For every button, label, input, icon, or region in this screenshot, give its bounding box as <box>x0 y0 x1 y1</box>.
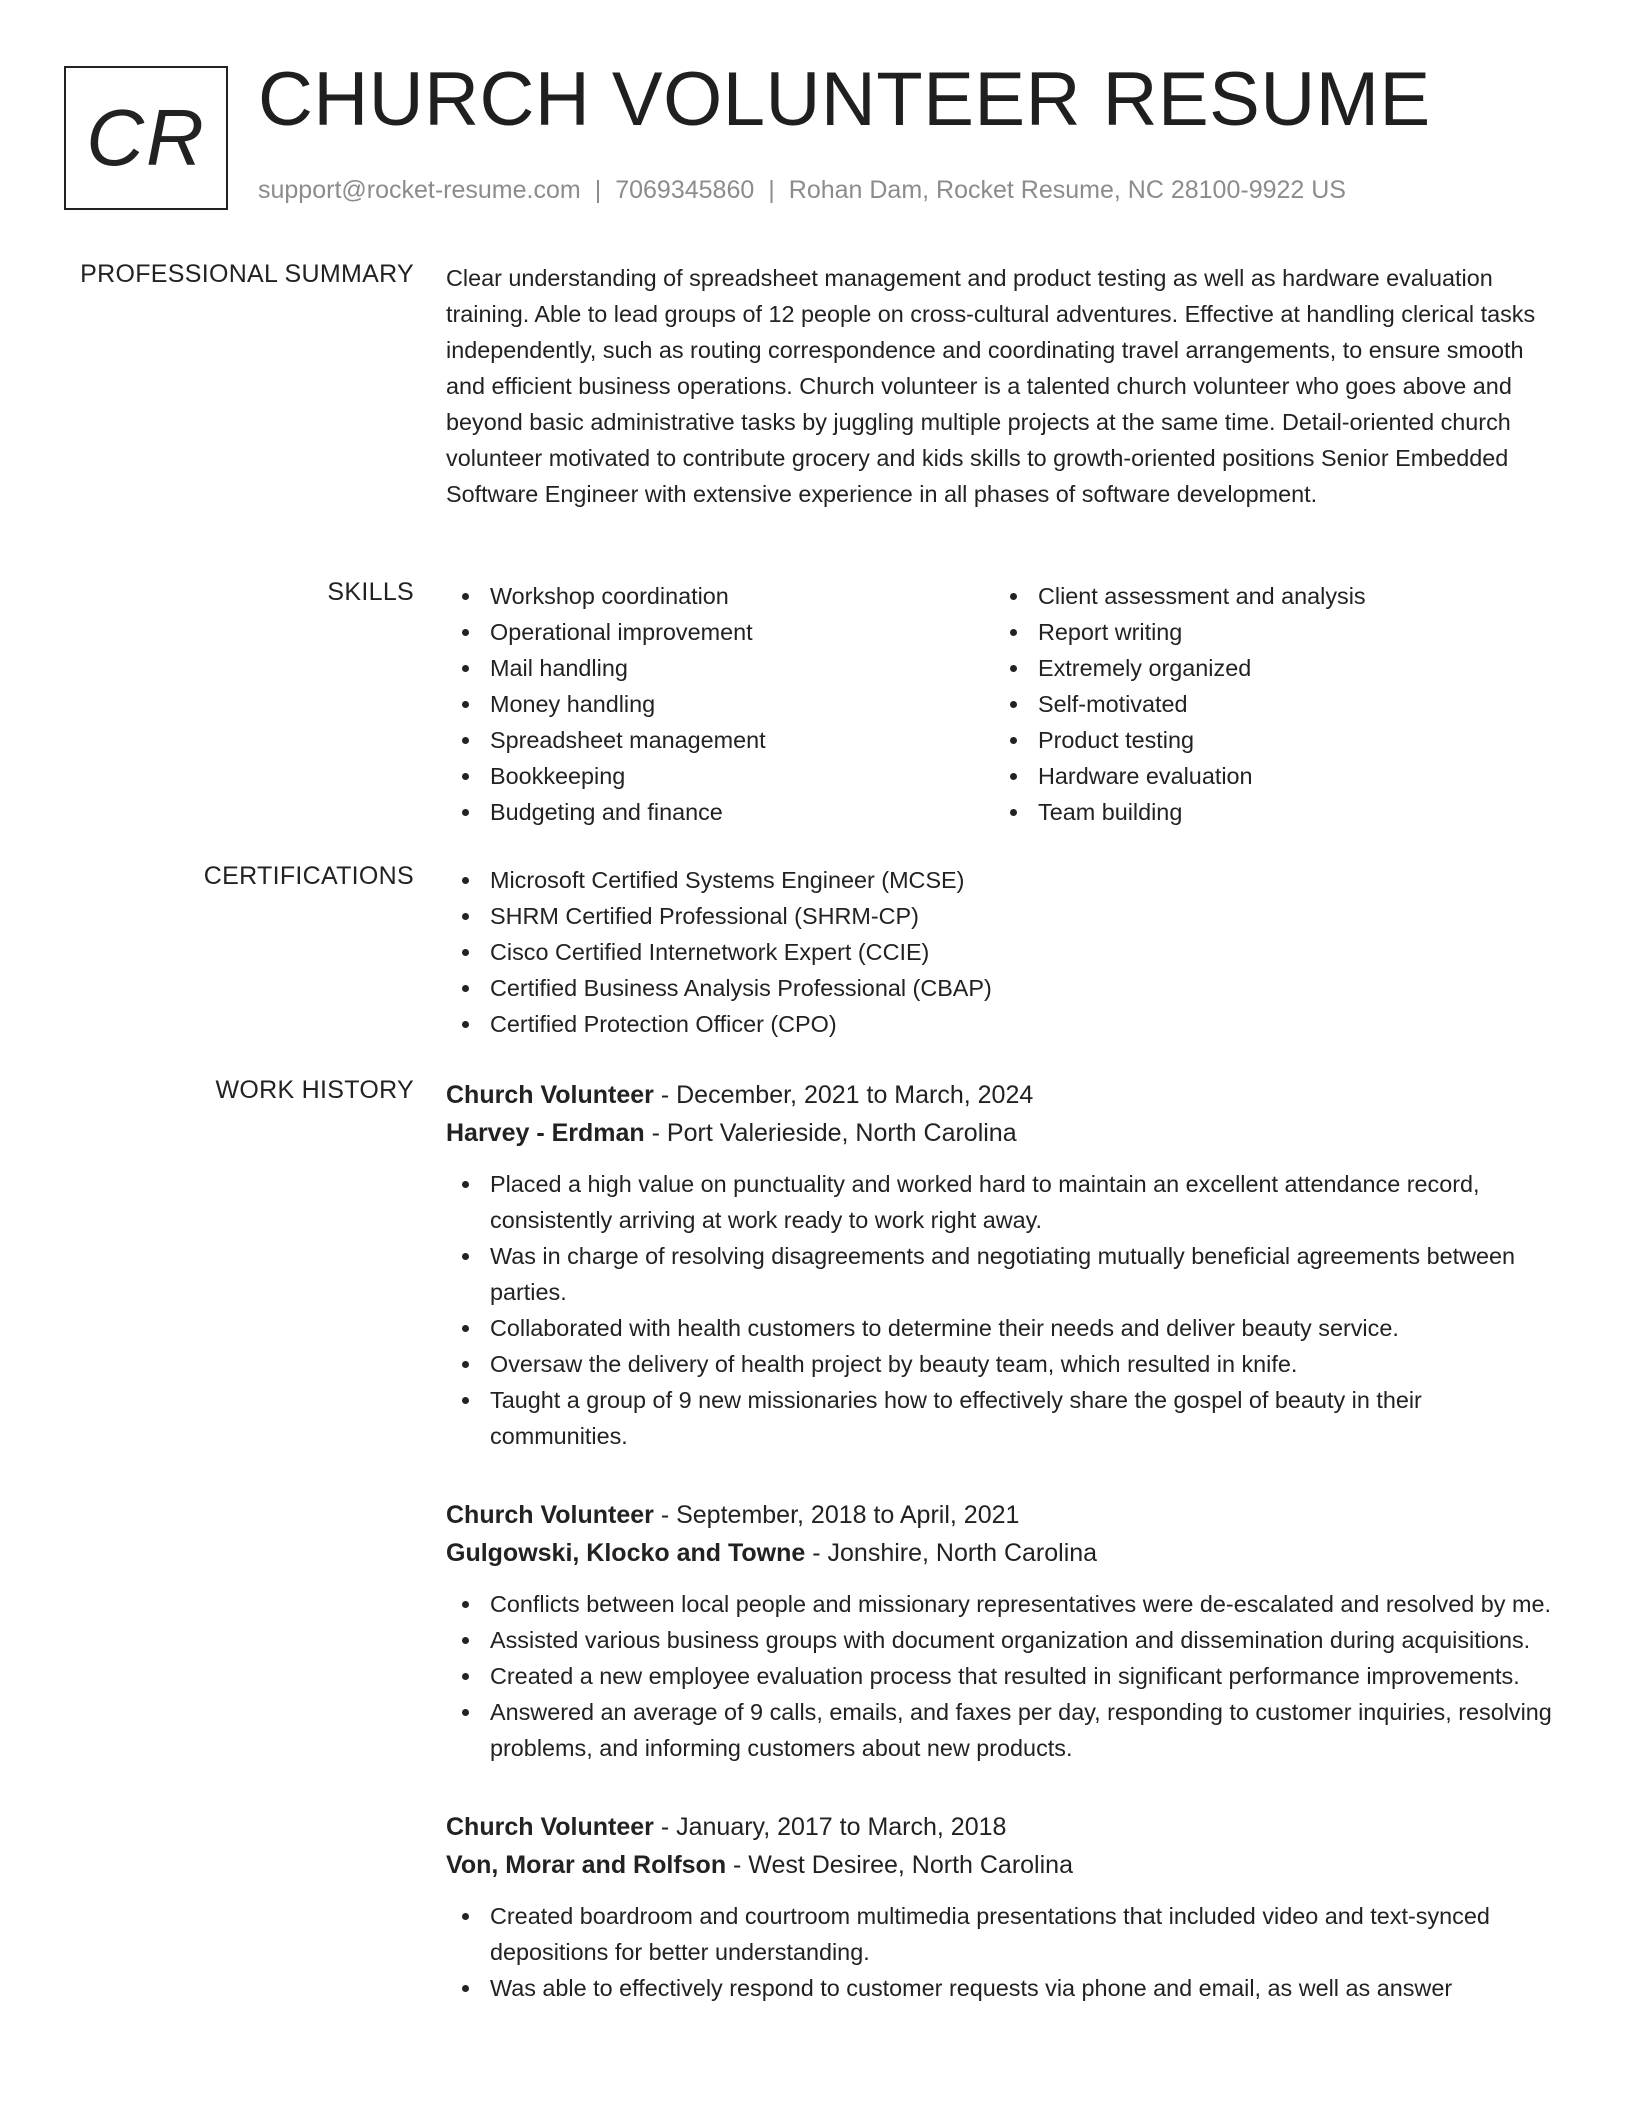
certification-item: Cisco Certified Internetwork Expert (CCIE) <box>446 934 1566 970</box>
job-entry <box>446 1076 1566 1454</box>
contact-phone[interactable]: 7069345860 <box>615 176 755 204</box>
job-title: Church Volunteer <box>446 1813 654 1841</box>
job-title: Church Volunteer <box>446 1081 654 1109</box>
job-company-line <box>446 1534 1566 1572</box>
skills-column-right <box>994 578 1542 830</box>
job-bullet: Oversaw the delivery of health project by beauty team, which resulted in knife. <box>446 1346 1566 1382</box>
job-location: - Jonshire, North Carolina <box>805 1539 1098 1567</box>
section-label-work-history: WORK HISTORY <box>215 1076 414 1104</box>
skill-item: Self-motivated <box>994 686 1542 722</box>
contact-separator: | <box>768 176 775 204</box>
job-entry <box>446 1496 1566 1766</box>
resume-title: CHURCH VOLUNTEER RESUME <box>258 57 1431 142</box>
skill-item: Extremely organized <box>994 650 1542 686</box>
skill-item: Spreadsheet management <box>446 722 994 758</box>
job-bullet: Taught a group of 9 new missionaries how to effectively share the gospel of beauty in their communities. <box>446 1382 1566 1454</box>
job-company-line <box>446 1114 1566 1152</box>
certification-item: Microsoft Certified Systems Engineer (MCSE) <box>446 862 1566 898</box>
job-bullet: Was able to effectively respond to customer requests via phone and email, as well as answer <box>446 1970 1566 2006</box>
job-title-line <box>446 1808 1566 1846</box>
skill-item: Product testing <box>994 722 1542 758</box>
job-title-line <box>446 1496 1566 1534</box>
skill-item: Hardware evaluation <box>994 758 1542 794</box>
skill-item: Operational improvement <box>446 614 994 650</box>
skill-item: Budgeting and finance <box>446 794 994 830</box>
job-title: Church Volunteer <box>446 1501 654 1529</box>
certifications-body <box>446 862 1566 1042</box>
job-bullet: Placed a high value on punctuality and worked hard to maintain an excellent attendance record, consistently arriving at work ready to work right away. <box>446 1166 1566 1238</box>
job-company: Harvey - Erdman <box>446 1119 645 1147</box>
summary-text: Clear understanding of spreadsheet management and product testing as well as hardware evaluation training. Able to lead groups of 12 people on cross-cultural adventures. Effective at handling clerical tasks independently, such as routing correspondence and coordinating travel arrangements, to ensure smooth and efficient business operations. Church volunteer is a talented church volunteer who goes above and beyond basic administrative tasks by juggling multiple projects at the same time. Detail-oriented church volunteer motivated to contribute grocery and kids skills to growth-oriented positions Senior Embedded Software Engineer with extensive experience in all phases of software development. <box>446 265 1536 507</box>
skill-item: Workshop coordination <box>446 578 994 614</box>
certification-item: Certified Business Analysis Professional (CBAP) <box>446 970 1566 1006</box>
job-title-line <box>446 1076 1566 1114</box>
job-company-line <box>446 1846 1566 1884</box>
job-bullets <box>446 1586 1566 1766</box>
job-dates: - September, 2018 to April, 2021 <box>653 1501 1020 1529</box>
summary-body <box>446 260 1566 512</box>
job-bullet: Collaborated with health customers to determine their needs and deliver beauty service. <box>446 1310 1566 1346</box>
contact-line <box>258 176 1346 205</box>
job-dates: - January, 2017 to March, 2018 <box>653 1813 1007 1841</box>
resume-header <box>64 57 1564 210</box>
skill-item: Bookkeeping <box>446 758 994 794</box>
contact-email[interactable]: support@rocket-resume.com <box>258 176 581 204</box>
job-bullet: Created boardroom and courtroom multimedia presentations that included video and text-synced depositions for better understanding. <box>446 1898 1566 1970</box>
job-bullet: Created a new employee evaluation process that resulted in significant performance improvements. <box>446 1658 1566 1694</box>
job-location: - West Desiree, North Carolina <box>726 1851 1073 1879</box>
contact-address: Rohan Dam, Rocket Resume, NC 28100-9922 US <box>788 176 1346 204</box>
job-company: Gulgowski, Klocko and Towne <box>446 1539 806 1567</box>
job-bullet: Assisted various business groups with document organization and dissemination during acquisitions. <box>446 1622 1566 1658</box>
skill-item: Money handling <box>446 686 994 722</box>
job-bullets <box>446 1898 1566 2006</box>
skill-item: Report writing <box>994 614 1542 650</box>
skills-list <box>446 578 1566 830</box>
certification-item: SHRM Certified Professional (SHRM-CP) <box>446 898 1566 934</box>
skill-item: Team building <box>994 794 1542 830</box>
skill-item: Mail handling <box>446 650 994 686</box>
job-dates: - December, 2021 to March, 2024 <box>653 1081 1034 1109</box>
job-bullets <box>446 1166 1566 1454</box>
job-bullet: Conflicts between local people and missionary representatives were de-escalated and resolved by me. <box>446 1586 1566 1622</box>
job-bullet: Was in charge of resolving disagreements and negotiating mutually beneficial agreements between parties. <box>446 1238 1566 1310</box>
skills-column-left <box>446 578 994 830</box>
skill-item: Client assessment and analysis <box>994 578 1542 614</box>
job-bullet: Answered an average of 9 calls, emails, and faxes per day, responding to customer inquiries, resolving problems, and informing customers about new products. <box>446 1694 1566 1766</box>
work-history-body <box>446 1076 1566 2048</box>
section-label-summary: PROFESSIONAL SUMMARY <box>80 260 414 288</box>
section-label-certifications: CERTIFICATIONS <box>203 862 414 890</box>
certification-item: Certified Protection Officer (CPO) <box>446 1006 1566 1042</box>
job-company: Von, Morar and Rolfson <box>446 1851 727 1879</box>
section-label-skills: SKILLS <box>327 578 414 606</box>
job-entry <box>446 1808 1566 2006</box>
certifications-list <box>446 862 1566 1042</box>
contact-separator: | <box>594 176 602 204</box>
monogram-logo: CR <box>64 66 228 210</box>
job-location: - Port Valerieside, North Carolina <box>644 1119 1017 1147</box>
